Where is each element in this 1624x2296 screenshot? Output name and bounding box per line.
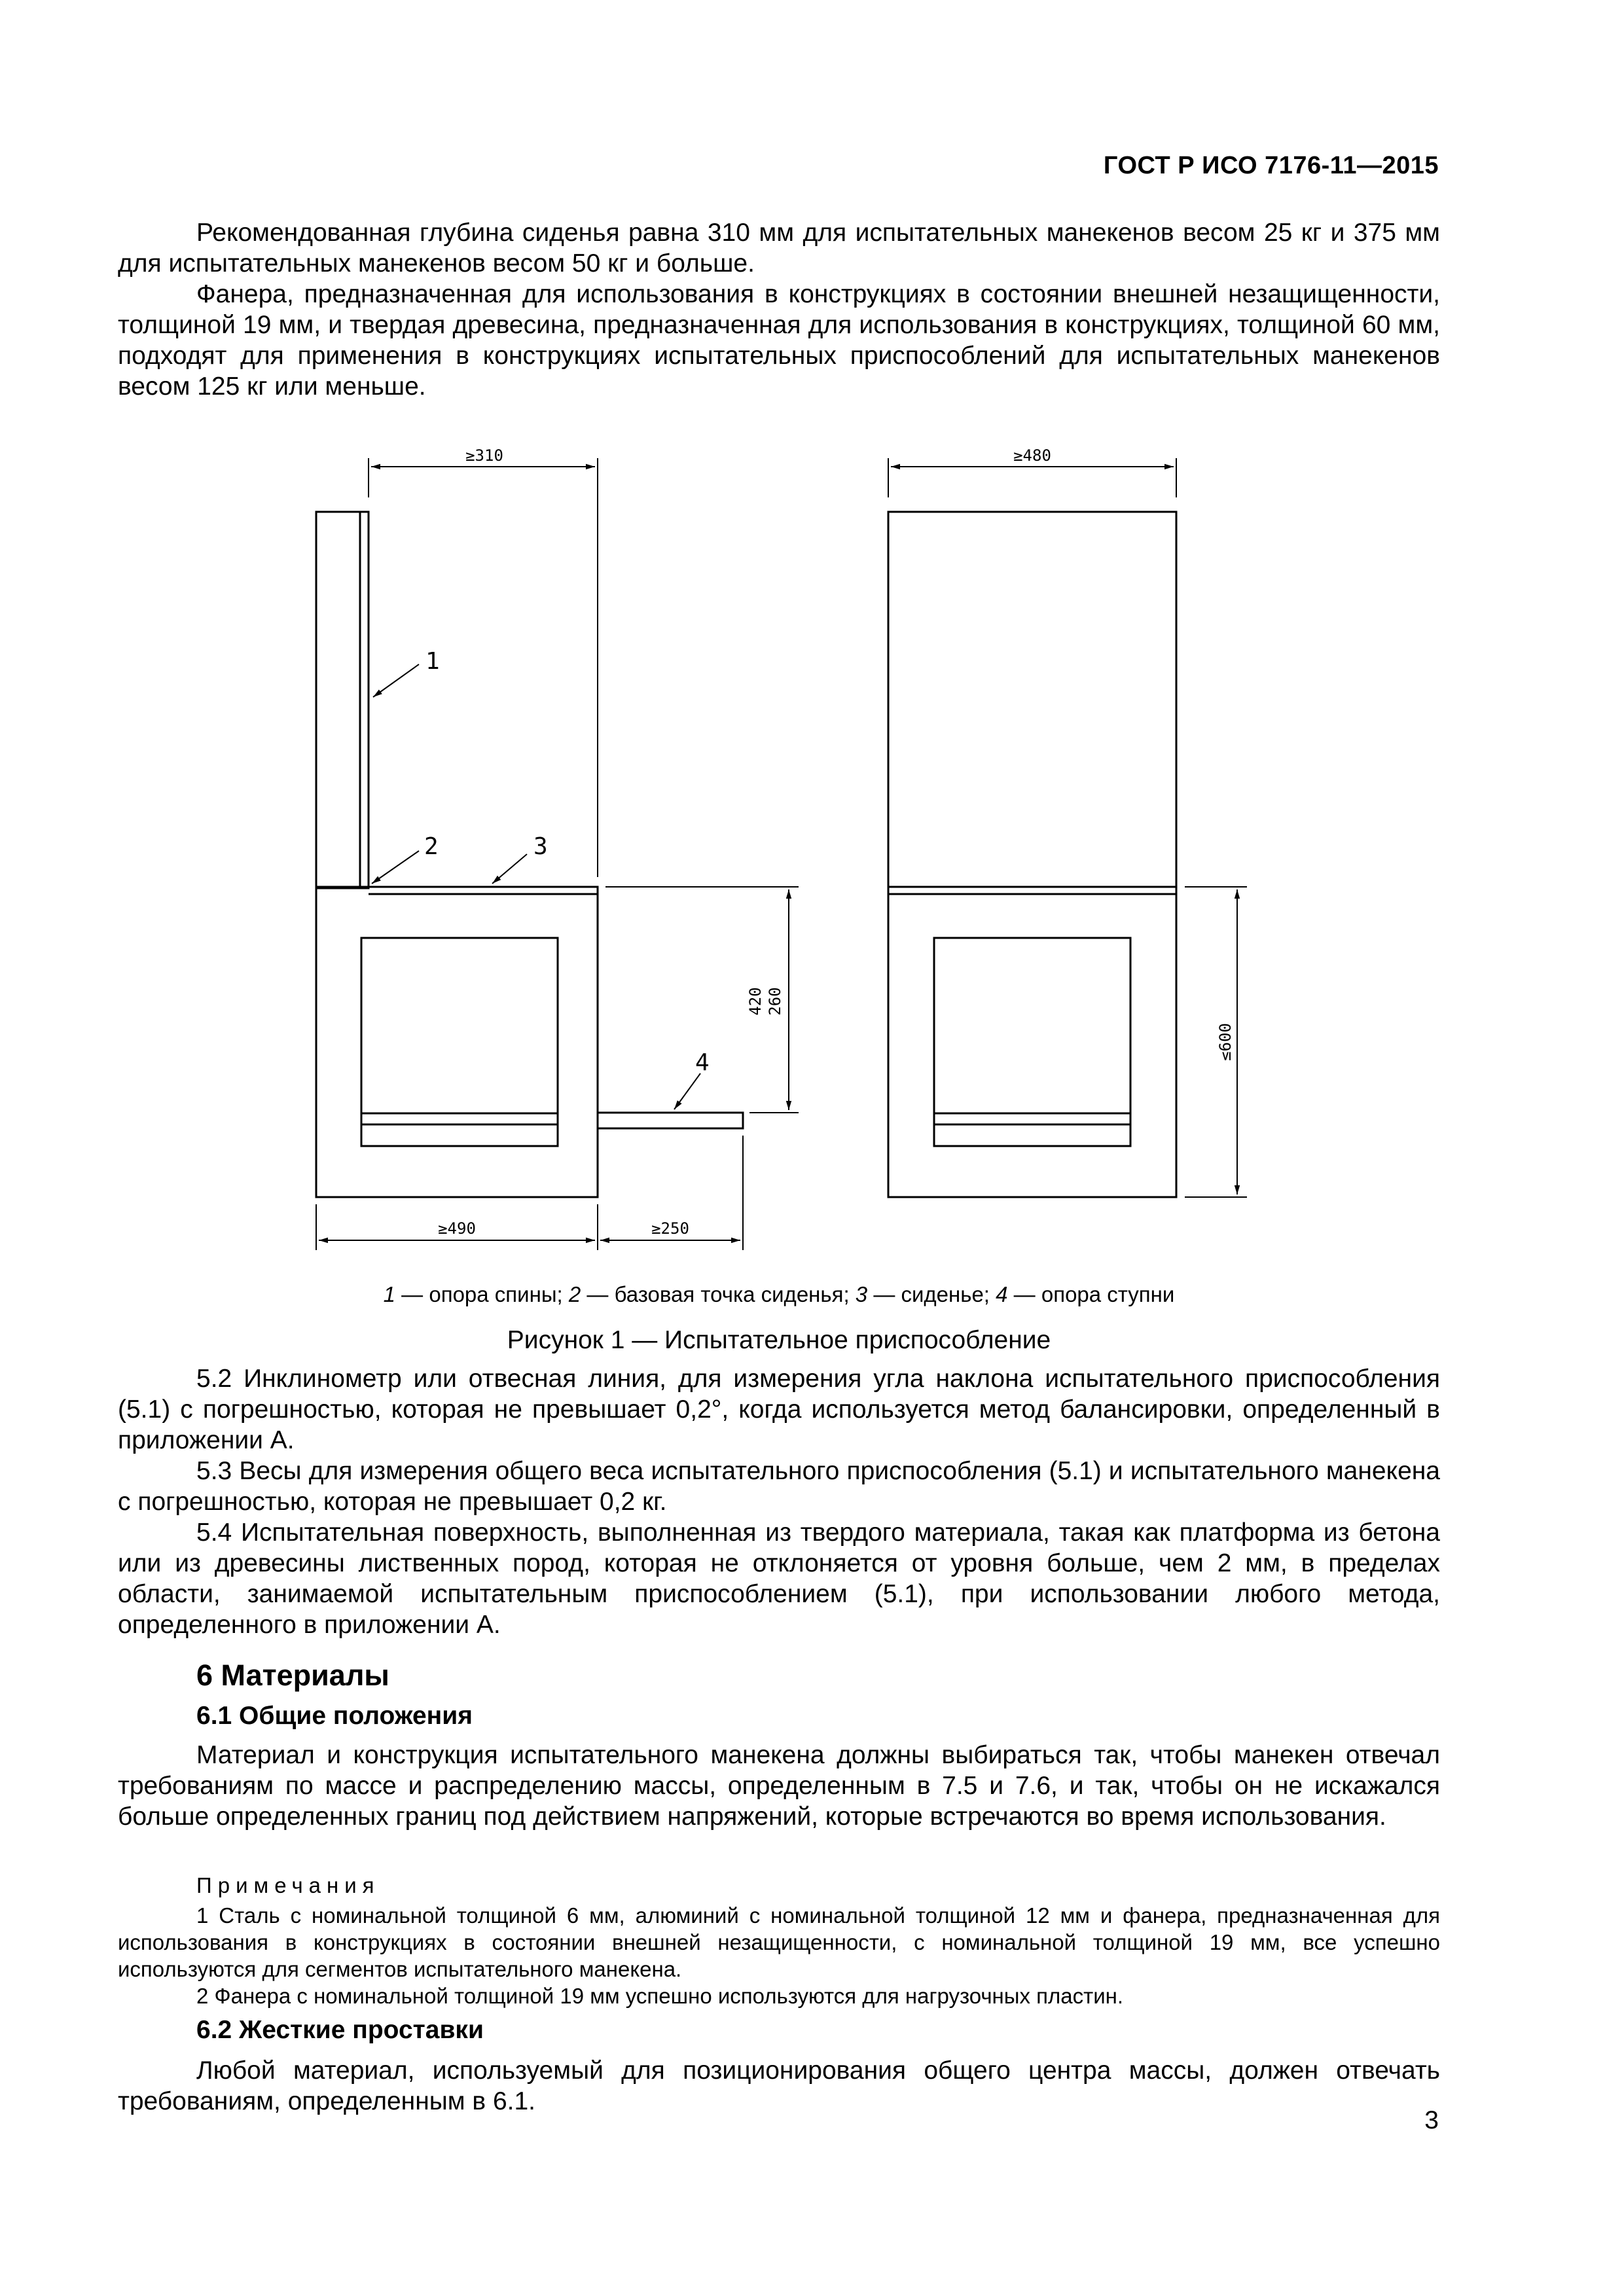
callout-3-leader [492, 854, 527, 884]
clause-5-4: 5.4 Испытательная поверхность, выполненная из твердого материала, такая как платформа из бетона или из древесины лиственных пород, которая не отклоняется от уровня больше, чем 2 мм, в пределах области, занимаемой испытательным приспособлением (5.1), при использовании любого метода, определенного в приложении А. [118, 1518, 1440, 1639]
figure-caption: Рисунок 1 — Испытательное приспособление [507, 1326, 1051, 1354]
callout-2: 2 [424, 833, 439, 860]
dim-260-label: 260 [766, 987, 784, 1016]
callout-4-leader [674, 1073, 700, 1109]
legend-text-3: — сиденье; [867, 1282, 996, 1306]
legend-text-4: — опора ступни [1007, 1282, 1175, 1306]
note-2: 2 Фанера с номинальной толщиной 19 мм успешно используются для нагрузочных пластин. [196, 1984, 1124, 2008]
callout-2-leader [372, 851, 419, 884]
dim-480-label: ≥480 [1013, 446, 1051, 465]
dim-420-label: 420 [746, 987, 765, 1016]
legend-text-1: — опора спины; [395, 1282, 569, 1306]
callout-4: 4 [695, 1049, 710, 1076]
section-6-2-title: 6.2 Жесткие проставки [196, 2016, 484, 2044]
callout-3: 3 [533, 833, 548, 860]
notes-label: Примечания [196, 1873, 380, 1897]
footrest-outline [598, 1113, 743, 1128]
legend-num-2: 2 [568, 1282, 581, 1306]
legend-num-4: 4 [996, 1282, 1008, 1306]
base-outline [316, 887, 598, 1197]
figure-legend [118, 1282, 1440, 1308]
legend-num-1: 1 [383, 1282, 396, 1306]
page-number: 3 [1424, 2106, 1439, 2134]
intro-paragraph-1: Рекомендованная глубина сиденья равна 310 мм для испытательных манекенов весом 25 кг и 375 мм для испытательных манекенов весом 50 кг и больше. [118, 219, 1440, 278]
dim-600-label: ≤600 [1216, 1023, 1235, 1061]
notes [118, 1902, 1440, 2009]
intro-paragraph-2: Фанера, предназначенная для использования в конструкциях в состоянии внешней незащищенности, толщиной 19 мм, и твердая древесина, предназначенная для использования в конструкциях, толщиной 60 мм, подходят для применения в конструкциях испытательных приспособлений для испытательных манекенов весом 125 кг или меньше. [118, 280, 1440, 401]
section-6-1-title: 6.1 Общие положения [196, 1702, 473, 1730]
section-6-title: 6 Материалы [196, 1659, 389, 1692]
front-view [888, 512, 1176, 1197]
dim-310-label: ≥310 [465, 446, 503, 465]
standard-designation: ГОСТ Р ИСО 7176-11—2015 [1103, 152, 1439, 179]
front-view-outline [888, 512, 1176, 1197]
clauses-text [118, 1363, 1440, 1640]
side-view [316, 512, 743, 1197]
dim-490-label: ≥490 [438, 1219, 476, 1238]
dim-250-label: ≥250 [651, 1219, 689, 1238]
section-6-1-text [118, 1740, 1440, 1832]
front-view-dimensions [888, 458, 1247, 1197]
note-1: 1 Сталь с номинальной толщиной 6 мм, алюминий с номинальной толщиной 12 мм и фанера, предназначенная для использования в конструкциях в состоянии внешней незащищенности, с номинальной толщиной 19 мм, все успешно используются для сегментов испытательного манекена. [118, 1903, 1440, 1981]
callout-1: 1 [425, 648, 440, 675]
legend-text-2: — базовая точка сиденья; [581, 1282, 856, 1306]
section-6-1-paragraph: Материал и конструкция испытательного манекена должны выбираться так, чтобы манекен отвечал требованиям по массе и распределению массы, определенным в 7.5 и 7.6, и так, чтобы он не искажался больше определенных границ под действием напряжений, которые встречаются во время использования. [118, 1741, 1440, 1831]
side-window [361, 938, 558, 1146]
front-window [934, 938, 1130, 1146]
section-6-2-text [118, 2055, 1440, 2117]
clause-5-3: 5.3 Весы для измерения общего веса испытательного приспособления (5.1) и испытательного манекена с погрешностью, которая не превышает 0,2 кг. [118, 1457, 1440, 1516]
legend-num-3: 3 [855, 1282, 868, 1306]
clause-5-2: 5.2 Инклинометр или отвесная линия, для измерения угла наклона испытательного приспособления (5.1) с погрешностью, которая не превышает 0,2°, когда используется метод балансировки, определенный в приложении А. [118, 1365, 1440, 1454]
callout-1-leader [373, 664, 419, 697]
section-6-2-paragraph: Любой материал, используемый для позиционирования общего центра массы, должен отвечать требованиям, определенным в 6.1. [118, 2056, 1440, 2115]
